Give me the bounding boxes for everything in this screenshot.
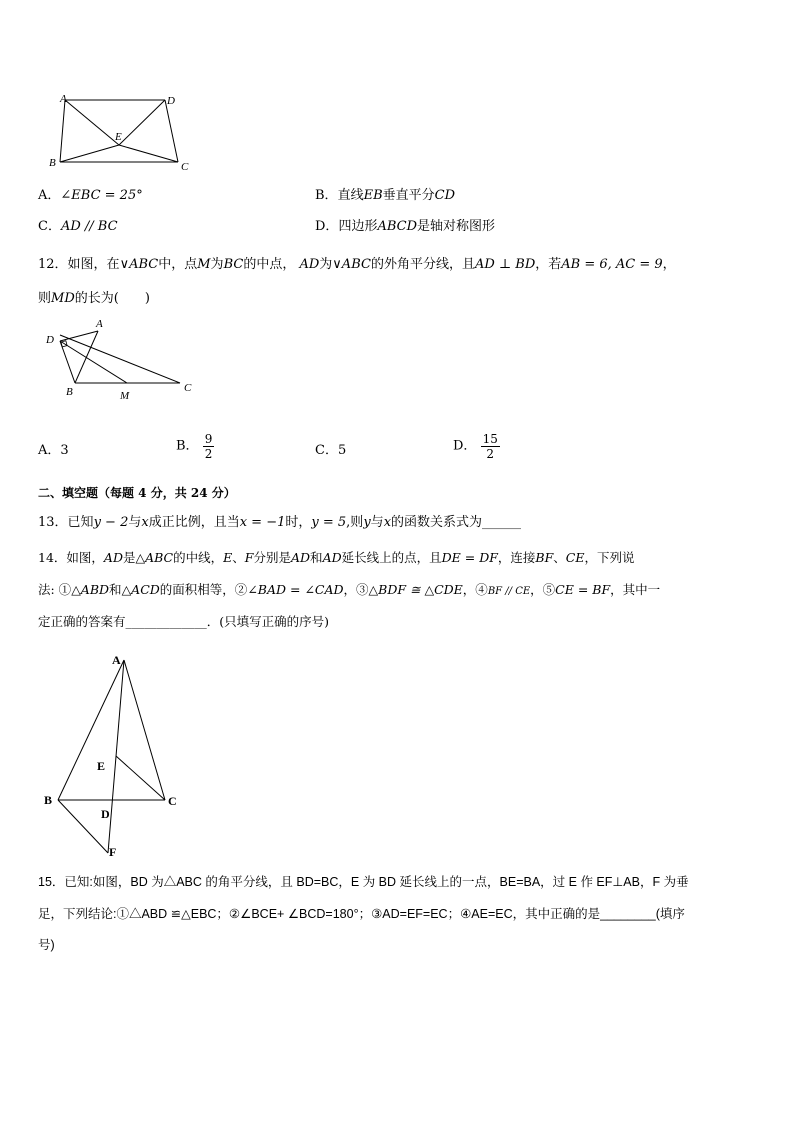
label-E: E	[115, 131, 122, 143]
label-B: B	[44, 793, 53, 807]
q15-stem-line2: 足，下列结论:①△ABD ≌△EBC；②∠BCE+ ∠BCD=180°；③AD=EF=EC；④AE=EC，其中正确的是________(填序	[38, 907, 685, 921]
label-B: B	[49, 157, 56, 169]
q14-stem-line2: 法: ①△ABD和△ACD的面积相等，②∠BAD = ∠CAD，③△BDF ≅ △CDE，④BF // CE，⑤CE = BF，其中一	[38, 582, 661, 597]
label-C: C	[181, 161, 189, 173]
fraction-15-2: $\frac{15}{2}$	[482, 432, 498, 461]
label-D: D	[46, 334, 54, 346]
label-C: C	[184, 382, 192, 394]
seg-DC	[165, 100, 178, 162]
seg-AD	[60, 331, 98, 341]
label-C: C	[168, 794, 177, 808]
seg-DE	[119, 100, 165, 145]
q12-option-a: A．3	[38, 443, 69, 458]
label-D: D	[167, 95, 175, 107]
q12-figure	[40, 315, 210, 405]
seg-AE	[65, 100, 119, 145]
seg-BE	[60, 145, 119, 162]
q12-option-b: B． $\frac{9}{2}$	[176, 432, 213, 461]
q14-figure	[40, 648, 190, 863]
q11-option-c: C．AD // BC	[38, 219, 118, 234]
q11-option-b: B．直线EB垂直平分CD	[315, 188, 456, 203]
q13-stem: 13．已知y − 2与x成正比例，且当x = −1时，y = 5,则y与x的函数关系式为______	[38, 515, 522, 530]
q12-option-c: C．5	[315, 443, 347, 458]
label-B: B	[66, 386, 73, 398]
label-E: E	[97, 759, 106, 773]
q12-stem-line1: 12．如图，在∨ABC中，点M为BC的中点， AD为∨ABC的外角平分线，且AD ⊥ BD，若AB = 6, AC = 9，	[38, 257, 676, 272]
q12-option-d: D． $\frac{15}{2}$	[453, 432, 498, 461]
q12-stem-line2: 则MD的长为( )	[38, 291, 150, 306]
q14-stem-line1: 14．如图，AD是△ABC的中线，E、F分别是AD和AD延长线上的点，且DE = DF，连接BF、CE，下列说	[38, 550, 635, 565]
seg-AB	[75, 331, 98, 383]
label-F: F	[109, 845, 117, 859]
q15-stem-line3: 号)	[38, 938, 55, 952]
seg-DB	[60, 341, 75, 383]
seg-CE	[119, 145, 178, 162]
seg-AC	[124, 660, 165, 800]
q11-option-d: D．四边形ABCD是轴对称图形	[315, 219, 496, 234]
label-A: A	[60, 93, 67, 105]
label-A: A	[112, 653, 121, 667]
label-M: M	[120, 390, 130, 402]
label-A: A	[96, 318, 103, 330]
seg-AB	[60, 100, 65, 162]
seg-EC	[116, 756, 165, 800]
seg-DM	[60, 341, 127, 383]
q14-stem-line3: 定正确的答案有_____________．(只填写正确的序号)	[38, 614, 330, 629]
q15-stem-line1: 15．已知:如图，BD 为△ABC 的角平分线，且 BD=BC，E 为 BD 延长线上的一点，BE=BA，过 E 作 EF⊥AB，F 为垂	[38, 875, 689, 889]
section-title: 二、填空题（每题 4 分，共 24 分）	[38, 486, 236, 500]
q11-figure	[45, 90, 205, 175]
q11-option-a: A．∠EBC = 25°	[38, 188, 143, 203]
label-D: D	[101, 807, 110, 821]
fraction-9-2: $\frac{9}{2}$	[204, 432, 213, 461]
